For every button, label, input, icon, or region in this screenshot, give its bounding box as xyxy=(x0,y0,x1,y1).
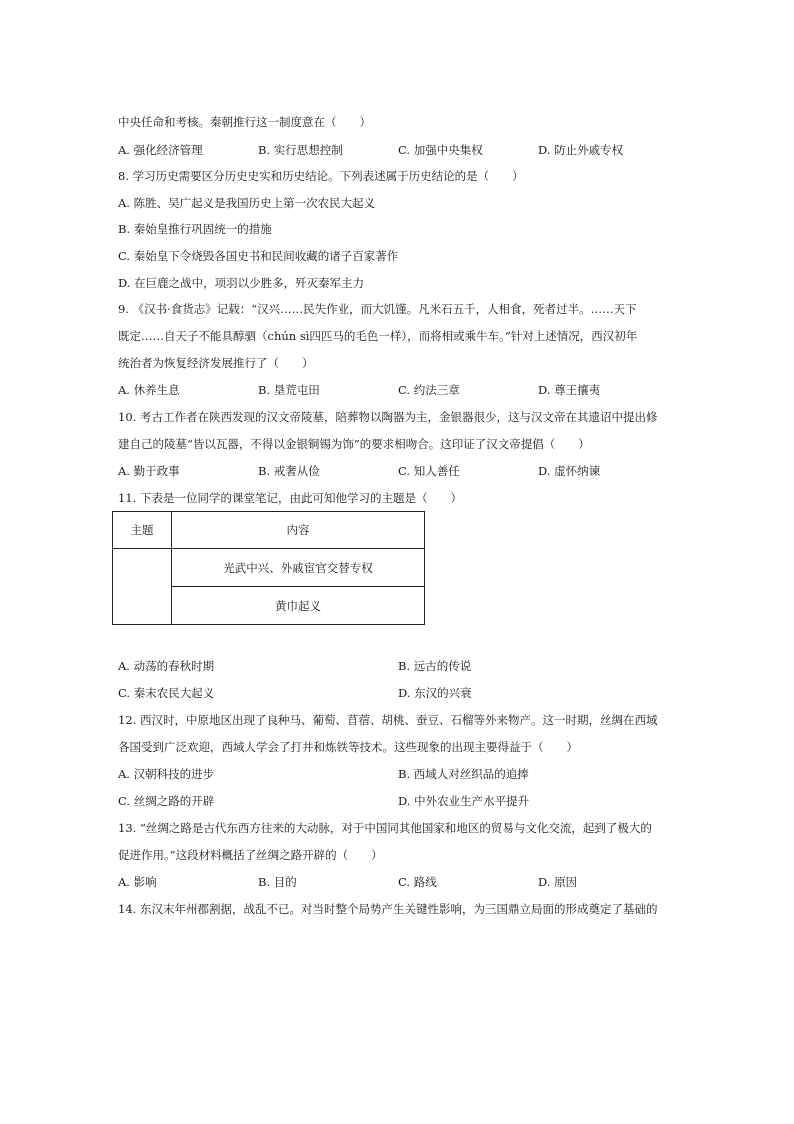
q10-option-b: B. 戒奢从俭 xyxy=(258,464,320,478)
q9-option-a: A. 休养生息 xyxy=(118,383,180,397)
table-header-content: 内容 xyxy=(172,512,425,549)
q13-option-b: B. 目的 xyxy=(258,875,297,889)
q8-option-c: C. 秦始皇下令烧毁各国史书和民间收藏的诸子百家著作 xyxy=(118,249,399,263)
q9-stem-line2: 既定……自天子不能具醇驷（chún sì四匹马的毛色一样），而将相或乘牛车。”针对上述情况，西汉初年 xyxy=(118,329,638,343)
q12-option-d: D. 中外农业生产水平提升 xyxy=(398,794,530,808)
q12-option-b: B. 西域人对丝织品的追捧 xyxy=(398,767,529,781)
table-topic-cell-empty xyxy=(113,549,172,625)
q13-option-c: C. 路线 xyxy=(398,875,437,889)
q9-stem-line1: 9. 《汉书·食货志》记载：“汉兴……民失作业，而大饥馑。凡米石五千，人相食，死者过半。……天下 xyxy=(118,302,637,316)
q8-stem: 8. 学习历史需要区分历史史实和历史结论。下列表述属于历史结论的是（ ） xyxy=(118,169,524,183)
q11-option-b: B. 远古的传说 xyxy=(398,659,472,673)
table-header-topic: 主题 xyxy=(113,512,172,549)
q8-option-d: D. 在巨鹿之战中，项羽以少胜多，歼灭秦军主力 xyxy=(118,276,365,290)
q13-option-a: A. 影响 xyxy=(118,875,157,889)
q7-option-c: C. 加强中央集权 xyxy=(398,143,483,157)
q12-stem-line1: 12. 西汉时，中原地区出现了良种马、葡萄、苜蓿、胡桃、蚕豆、石榴等外来物产。这一时期，丝绸在西域 xyxy=(118,713,658,727)
q11-stem: 11. 下表是一位同学的课堂笔记，由此可知他学习的主题是（ ） xyxy=(118,491,462,505)
q11-notes-table xyxy=(112,511,425,624)
q11-option-a: A. 动荡的春秋时期 xyxy=(118,659,215,673)
q14-stem: 14. 东汉末年州郡割据，战乱不已。对当时整个局势产生关键性影响，为三国鼎立局面的形成奠定了基础的 xyxy=(118,902,658,916)
table-content-row2: 黄巾起义 xyxy=(172,587,425,625)
q10-option-c: C. 知人善任 xyxy=(398,464,460,478)
q7-option-b: B. 实行思想控制 xyxy=(258,143,343,157)
q10-option-d: D. 虚怀纳谏 xyxy=(538,464,601,478)
q13-option-d: D. 原因 xyxy=(538,875,578,889)
q13-stem-line1: 13. “丝绸之路是古代东西方往来的大动脉，对于中国同其他国家和地区的贸易与文化交流，起到了极大的 xyxy=(118,821,652,835)
q7-option-d: D. 防止外戚专权 xyxy=(538,143,624,157)
q9-option-c: C. 约法三章 xyxy=(398,383,460,397)
q12-option-c: C. 丝绸之路的开辟 xyxy=(118,794,215,808)
q7-stem-tail: 中央任命和考核。秦朝推行这一制度意在（ ） xyxy=(118,115,371,129)
q11-option-c: C. 秦末农民大起义 xyxy=(118,686,215,700)
q12-option-a: A. 汉朝科技的进步 xyxy=(118,767,215,781)
q9-stem-line3: 统治者为恢复经济发展推行了（ ） xyxy=(118,356,314,370)
q10-stem-line2: 建自己的陵墓“皆以瓦器，不得以金银铜锡为饰”的要求相吻合。这印证了汉文帝提倡（ ） xyxy=(118,437,590,451)
q10-option-a: A. 勤于政事 xyxy=(118,464,180,478)
q7-option-a: A. 强化经济管理 xyxy=(118,143,203,157)
table-content-row1: 光武中兴、外戚宦官交替专权 xyxy=(172,549,425,587)
q8-option-a: A. 陈胜、吴广起义是我国历史上第一次农民大起义 xyxy=(118,196,376,210)
q9-option-b: B. 垦荒屯田 xyxy=(258,383,320,397)
q12-stem-line2: 各国受到广泛欢迎，西域人学会了打井和炼铁等技术。这些现象的出现主要得益于（ ） xyxy=(118,740,578,754)
q11-option-d: D. 东汉的兴衰 xyxy=(398,686,472,700)
q9-option-d: D. 尊王攘夷 xyxy=(538,383,601,397)
q10-stem-line1: 10. 考古工作者在陕西发现的汉文帝陵墓，陪葬物以陶器为主，金银器很少，这与汉文帝在其遗诏中提出修 xyxy=(118,410,658,424)
q8-option-b: B. 秦始皇推行巩固统一的措施 xyxy=(118,222,272,236)
q13-stem-line2: 促进作用。”这段材料概括了丝绸之路开辟的（ ） xyxy=(118,848,383,862)
